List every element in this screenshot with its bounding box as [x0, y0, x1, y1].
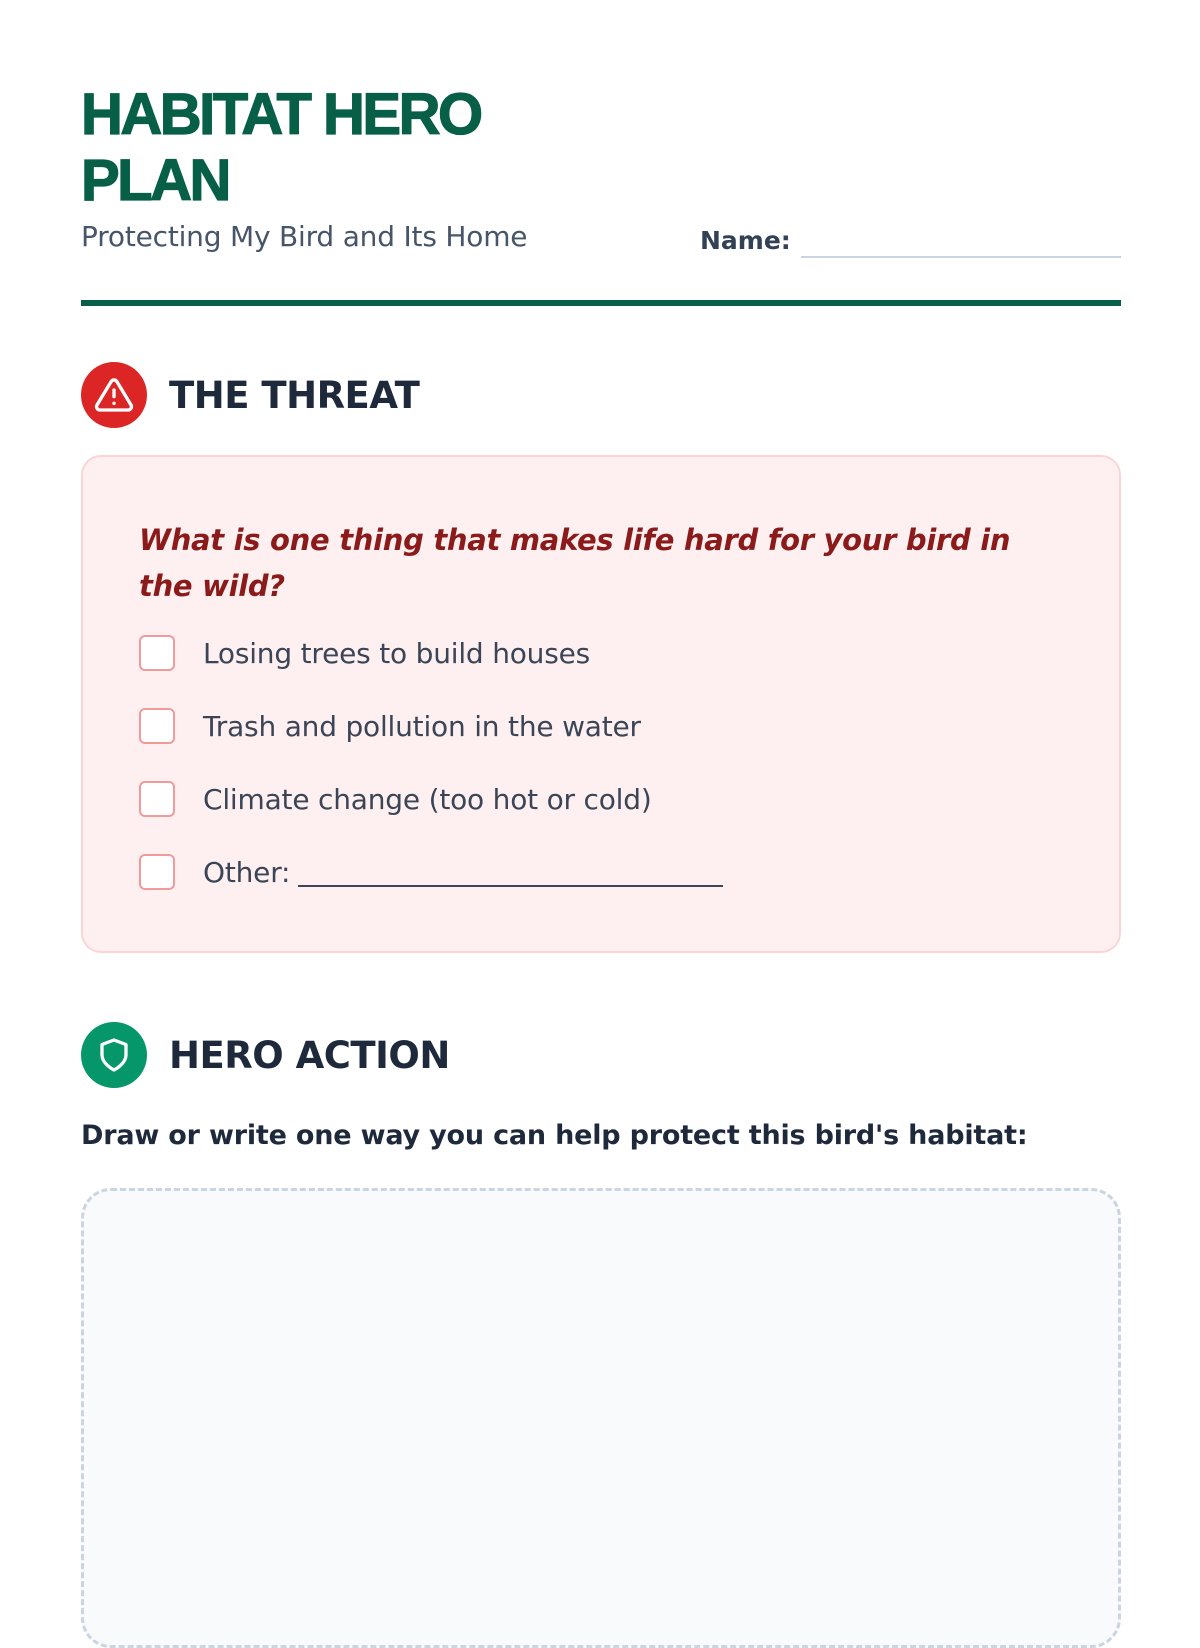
threat-option-climate[interactable] — [139, 779, 652, 819]
page-title: HABITAT HERO PLAN — [81, 82, 481, 213]
other-write-in-field[interactable] — [298, 885, 723, 887]
checkbox[interactable] — [139, 854, 175, 890]
threat-question: What is one thing that makes life hard for your bird in the wild? — [139, 523, 1011, 603]
threat-question-box — [81, 455, 1121, 953]
threat-heading: THE THREAT — [169, 373, 420, 417]
threat-option-pollution[interactable] — [139, 706, 641, 746]
worksheet-page — [81, 0, 1121, 1600]
page-subtitle: Protecting My Bird and Its Home — [81, 220, 528, 253]
option-label: Trash and pollution in the water — [203, 709, 641, 743]
name-label: Name: — [700, 226, 791, 255]
action-heading: HERO ACTION — [169, 1033, 450, 1077]
action-prompt: Draw or write one way you can help protect this bird's habitat: — [81, 1120, 1028, 1151]
checkbox[interactable] — [139, 635, 175, 671]
action-section-header — [81, 1022, 450, 1088]
header-divider — [81, 300, 1121, 306]
shield-icon — [81, 1022, 147, 1088]
checkbox[interactable] — [139, 781, 175, 817]
checkbox[interactable] — [139, 708, 175, 744]
threat-section-header — [81, 362, 419, 428]
option-label: Losing trees to build houses — [203, 636, 591, 670]
warning-icon — [81, 362, 147, 428]
option-label: Other: — [203, 855, 291, 889]
threat-option-other[interactable] — [139, 852, 723, 892]
option-label: Climate change (too hot or cold) — [203, 782, 652, 816]
drawing-area[interactable] — [81, 1188, 1121, 1648]
name-field[interactable] — [801, 256, 1121, 258]
threat-option-trees[interactable] — [139, 633, 590, 673]
